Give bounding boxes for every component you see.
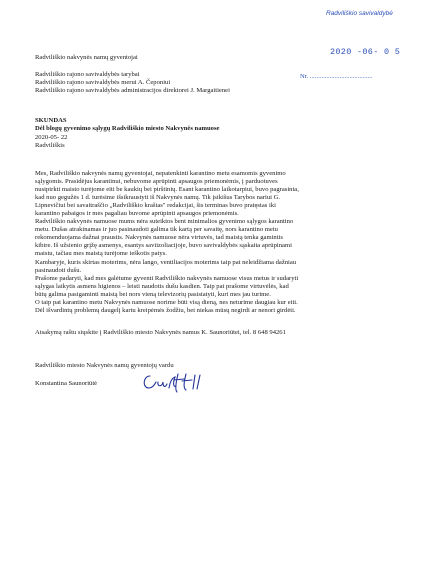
registration-stamp-date: 2020 -06- 0 5 [330,47,401,57]
body-line: rekomenduojama dažnai praustis. Nakvynės namuose nėra virtuvės, tad maistą tenka gamintis [35,234,283,242]
recipient-line: Radviliškio rajono savivaldybės tarybai [35,71,140,78]
body-line: metu. Dušas atrakinamas ir juo pasinaudoti galima tik kartą per savaitę, nors karantino metu [35,226,278,234]
body-line: pasinaudoti dušu. [35,266,82,274]
body-line: Dėl išvardintų problemų daugelį kartu kreipėmės žodžiu, bet niekas mūsų negirdi ar nenori girdėti. [35,306,296,314]
body-line: sąlygas laikytis asmens higienos – leisti naudotis dušu kasdien. Taip pat prašome virtuvėlės, kad [35,282,289,290]
body-line: Radviliškio nakvynės namuose mums nėra suteiktos bent minimalios gyvenimo sąlygos karantino [35,218,294,226]
body-line: nusipirkti maisto turėjome eiti be kaukių bei pirštinių. Esant karantino laikotarpiui, buvo pagrasinta, [35,186,299,194]
document-subtitle: Dėl blogų gyvenimo sąlygų Radviliškio miesto Nakvynės namuose [35,125,220,132]
recipient-line: Radviliškio rajono savivaldybės merui A. Čeponiui [35,79,171,86]
body-line: sąlygomis. Prasidėjus karantinui, nebuvome aprūpinti apsaugos priemonėmis, į parduotuves [35,178,278,186]
document-date: 2020-05- 22 [35,134,68,141]
document-title: SKUNDAS [35,117,67,124]
body-line: Prašome padaryti, kad mes galėtume gyventi Radviliškio nakvynės namuose visus metus ir sudaryti [35,274,299,282]
body-line: Mes, Radviliškio nakvynės namų gyventojai, nepatenkinti karantino metu esamomis gyvenimo [35,170,286,177]
registration-stamp-header: Radviliškio savivaldybė [326,10,393,17]
signer-name: Konstantina Saunoriūtė [35,380,98,387]
body-line: kibire. Iš užsienio grįžę asmenys, esantys saviizoliacijoje, buvo savivaldybės sąskaita aprūpinami [35,242,292,250]
sender-line: Radviliškio nakvynės namų gyventojai [35,54,138,61]
handwritten-signature [140,368,210,394]
body-line: būtų galima pasigaminti maistą bei nors vieną televizorių pasistatyti, kuri mes jau turime. [35,290,271,298]
body-line: maistu, tačiau mes maistą turėjome ieškotis patys. [35,250,167,258]
closing-org: Radviliškio miesto Nakvynės namų gyventojų vardu [35,362,174,369]
body-line: kad nuo gegužės 1 d. turėsime išsikraustyti iš Nakvynės namų. Tik įsikišus Tarybos nariui G. [35,194,281,202]
body-line: Kambaryje, kuris skirtas moterims, nėra lango, ventiliacijos moterims taip pat neleidžiama dažniau [35,258,297,266]
body-line: Lipnevičiui bei savaitraščio „Radviliškio kraštas" redakcijai, šis terminas buvo pratęstas iki [35,202,276,210]
document-place: Radviliškis [35,142,65,149]
body-line: O taip pat karantino metu Nakvynės namuose norime būti visą dieną, nes neturime daugiau kur eiti. [35,298,298,306]
reply-note: Atsakymą raštu siųskite į Radviliškio miesto Nakvynės namus K. Saunoriūtei, tel. 8 648 94261 [35,329,286,336]
complaint-body [35,170,387,315]
body-line: karantino pabaigos ir mes pagaliau buvome aprūpinti apsaugos priemonėmis. [35,210,239,218]
registration-number-line: Nr. ...................................... [300,73,373,80]
recipient-line: Radviliškio rajono savivaldybės administracijos direktorei J. Margaitienei [35,87,230,94]
